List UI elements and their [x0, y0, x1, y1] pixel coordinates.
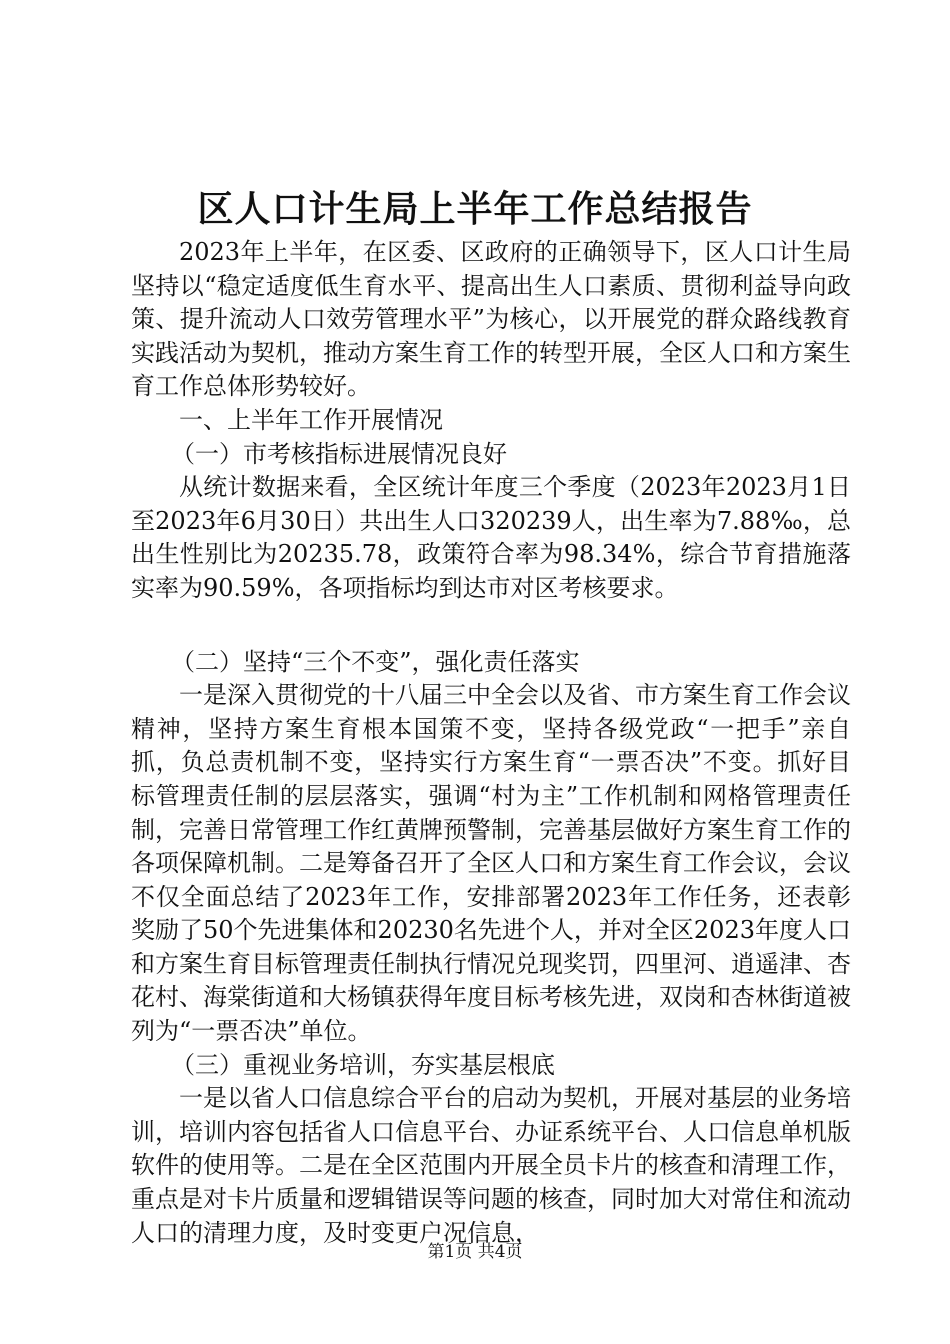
- subsection-heading-3: （三）重视业务培训，夯实基层根底: [171, 1050, 555, 1079]
- document-body: [131, 236, 851, 1250]
- subsection-heading-1: （一）市考核指标进展情况良好: [171, 439, 507, 468]
- paragraph-spacer: [131, 606, 851, 646]
- statistics-paragraph: 从统计数据来看，全区统计年度三个季度（2023年2023月1日至2023年6月30日）共出生人口320239人，出生率为7.88‰，总出生性别比为20235.78，政策符合率为98.34%，综合节育措施落实率为90.59%，各项指标均到达市对区考核要求。: [131, 473, 851, 602]
- page-footer: 第1页 共4页: [427, 1242, 523, 1262]
- intro-paragraph: 2023年上半年，在区委、区政府的正确领导下，区人口计生局坚持以“稳定适度低生育水平、提高出生人口素质、贯彻利益导向政策、提升流动人口效劳管理水平”为核心，以开展党的群众路线教育实践活动为契机，推动方案生育工作的转型开展，全区人口和方案生育工作总体形势较好。: [131, 238, 851, 401]
- training-paragraph: 一是以省人口信息综合平台的启动为契机，开展对基层的业务培训，培训内容包括省人口信息平台、办证系统平台、人口信息单机版软件的使用等。二是在全区范围内开展全员卡片的核查和清理工作，重点是对卡片质量和逻辑错误等问题的核查，同时加大对常住和流动人口的清理力度，及时变更户况信息，: [131, 1084, 851, 1247]
- subsection-heading-2: （二）坚持“三个不变”，强化责任落实: [171, 647, 580, 676]
- responsibility-paragraph: 一是深入贯彻党的十八届三中全会以及省、市方案生育工作会议精神，坚持方案生育根本国策不变，坚持各级党政“一把手”亲自抓，负总责机制不变，坚持实行方案生育“一票否决”不变。抓好目标管理责任制的层层落实，强调“村为主”工作机制和网格管理责任制，完善日常管理工作红黄牌预警制，完善基层做好方案生育工作的各项保障机制。二是筹备召开了全区人口和方案生育工作会议，会议不仅全面总结了2023年工作，安排部署2023年工作任务，还表彰奖励了50个先进集体和20230名先进个人，并对全区2023年度人口和方案生育目标管理责任制执行情况兑现奖罚，四里河、逍遥津、杏花村、海棠街道和大杨镇获得年度目标考核先进，双岗和杏林街道被列为“一票否决”单位。: [131, 681, 851, 1046]
- section-heading-1: 一、上半年工作开展情况: [179, 405, 443, 434]
- document-title: 区人口计生局上半年工作总结报告: [197, 188, 753, 230]
